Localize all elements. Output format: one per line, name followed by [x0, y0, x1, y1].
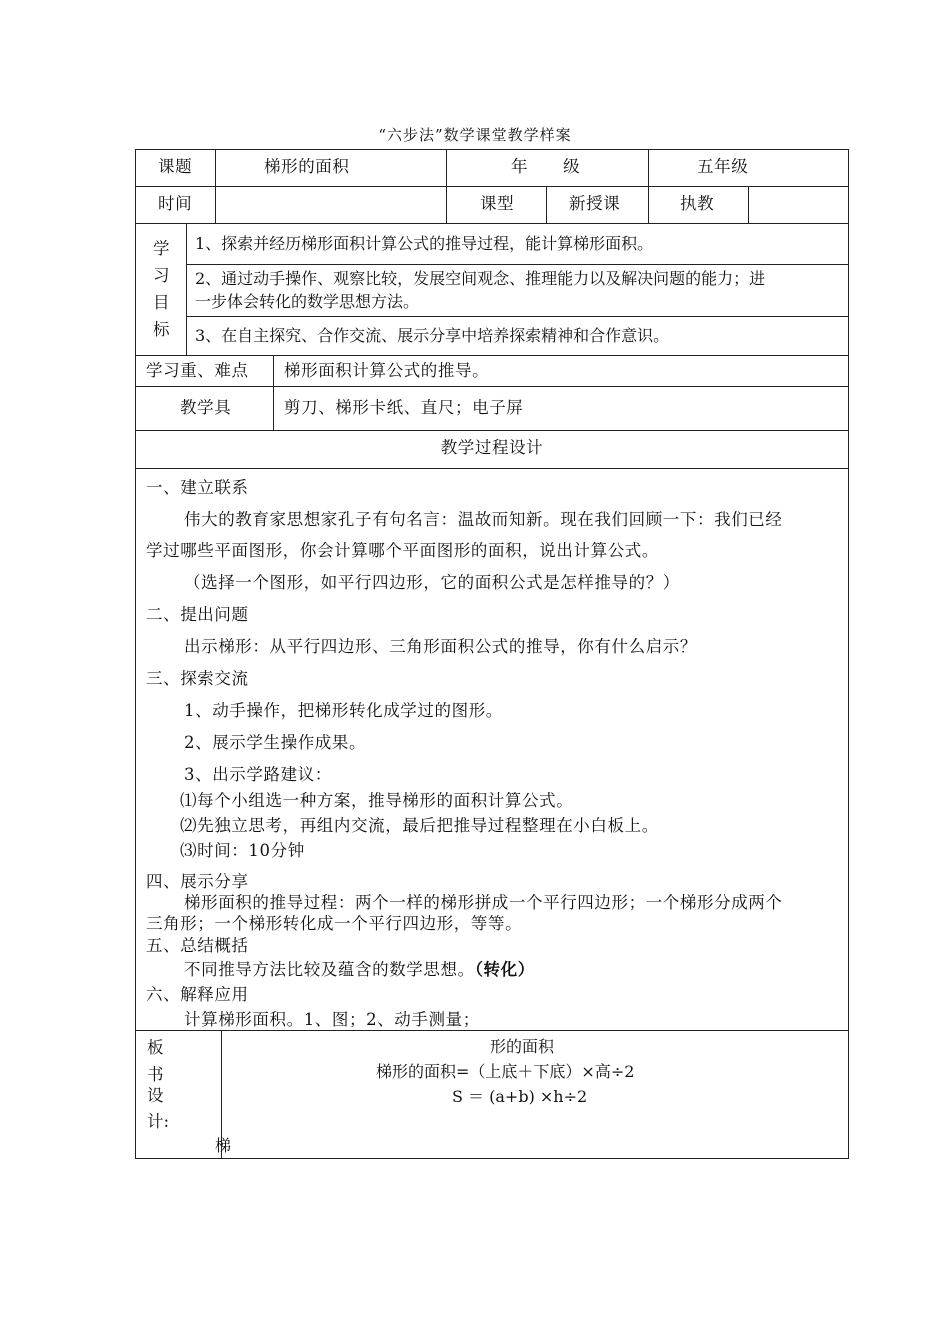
time-label: 时间 — [158, 194, 193, 213]
lesson-type-label: 课型 — [480, 194, 515, 213]
grade-label: 年 级 — [511, 157, 581, 176]
paragraph: 2、展示学生操作成果。 — [184, 733, 367, 752]
grade-value: 五年级 — [697, 157, 749, 176]
summary-emphasis: （转化） — [474, 960, 535, 979]
row-divider — [135, 223, 849, 224]
col-divider — [215, 149, 216, 223]
tools-label: 教学具 — [180, 398, 232, 417]
paragraph: 出示梯形：从平行四边形、三角形面积公式的推导，你有什么启示？ — [184, 637, 697, 656]
row-divider — [135, 468, 849, 469]
col-divider — [186, 223, 187, 355]
key-points-label: 学习重、难点 — [146, 361, 249, 380]
section-heading: 五、总结概括 — [146, 936, 249, 955]
board-formula: 梯形的面积=（上底＋下底）×高÷2 — [376, 1062, 635, 1081]
section-heading: 一、建立联系 — [146, 478, 249, 497]
objectives-label-char: 习 — [153, 266, 170, 285]
col-divider — [648, 149, 649, 223]
paragraph — [184, 962, 535, 979]
table-border-bottom — [135, 1158, 849, 1159]
key-points-value: 梯形面积计算公式的推导。 — [284, 361, 490, 380]
paragraph: 学过哪些平面图形，你会计算哪个平面图形的面积，说出计算公式。 — [146, 541, 659, 560]
paragraph: 伟大的教育家思想家孔子有句名言：温故而知新。现在我们回顾一下：我们已经 — [184, 510, 783, 529]
col-divider — [546, 186, 547, 223]
row-divider — [135, 1030, 849, 1031]
topic-value: 梯形的面积 — [264, 157, 350, 176]
col-divider — [446, 149, 447, 223]
col-divider — [273, 355, 274, 430]
row-divider — [135, 186, 849, 187]
objective-item: 1、探索并经历梯形面积计算公式的推导过程，能计算梯形面积。 — [195, 234, 654, 253]
board-label-char: 设 — [147, 1086, 164, 1105]
objective-item: 2、通过动手操作、观察比较，发展空间观念、推理能力以及解决问题的能力；进 — [195, 269, 766, 288]
row-divider — [186, 316, 848, 317]
board-stray-char: 梯 — [215, 1136, 232, 1155]
paragraph: 梯形面积的推导过程：两个一样的梯形拼成一个平行四边形；一个梯形分成两个 — [184, 893, 783, 912]
section-heading: 六、解释应用 — [146, 985, 249, 1004]
process-title: 教学过程设计 — [440, 438, 544, 457]
paragraph: ⑴每个小组选一种方案，推导梯形的面积计算公式。 — [180, 791, 574, 810]
objective-item: 3、在自主探究、合作交流、展示分享中培养探索精神和合作意识。 — [195, 326, 670, 345]
topic-label: 课题 — [158, 157, 193, 176]
row-divider — [135, 386, 849, 387]
table-border-left — [135, 149, 136, 1159]
paragraph: 三角形；一个梯形转化成一个平行四边形，等等。 — [146, 914, 523, 933]
section-heading: 四、展示分享 — [146, 872, 249, 891]
paragraph: 计算梯形面积。1、图；2、动手测量； — [184, 1010, 480, 1029]
tools-value: 剪刀、梯形卡纸、直尺；电子屏 — [284, 398, 524, 417]
board-label-char: 书 — [147, 1065, 164, 1084]
col-divider — [748, 186, 749, 223]
objectives-label-char: 标 — [153, 320, 170, 339]
board-label-char: 计: — [147, 1112, 170, 1131]
paragraph: ⑶时间：10分钟 — [180, 841, 305, 860]
row-divider — [135, 355, 849, 356]
section-heading: 三、探索交流 — [146, 669, 249, 688]
paragraph: （选择一个图形，如平行四边形，它的面积公式是怎样推导的？） — [184, 573, 680, 592]
objective-item: 一步体会转化的数学思想方法。 — [195, 292, 420, 311]
lesson-type-value: 新授课 — [569, 194, 621, 213]
paragraph: ⑵先独立思考，再组内交流，最后把推导过程整理在小白板上。 — [180, 816, 659, 835]
objectives-label-char: 目 — [153, 293, 170, 312]
table-border-right — [848, 149, 849, 1159]
section-heading: 二、提出问题 — [146, 605, 249, 624]
paragraph: 3、出示学路建议： — [184, 765, 332, 784]
summary-text: 不同推导方法比较及蕴含的数学思想。 — [184, 960, 475, 979]
board-formula: S ＝ (a+b) ×h÷2 — [452, 1087, 588, 1106]
document-title: “六步法”数学课堂教学样案 — [378, 126, 572, 144]
table-border-top — [135, 149, 849, 150]
board-label-char: 板 — [147, 1038, 164, 1057]
row-divider — [135, 430, 849, 431]
board-line: 形的面积 — [490, 1037, 555, 1056]
paragraph: 1、动手操作，把梯形转化成学过的图形。 — [184, 701, 503, 720]
objectives-label-char: 学 — [153, 239, 170, 258]
row-divider — [186, 264, 848, 265]
teacher-label: 执教 — [680, 194, 715, 213]
